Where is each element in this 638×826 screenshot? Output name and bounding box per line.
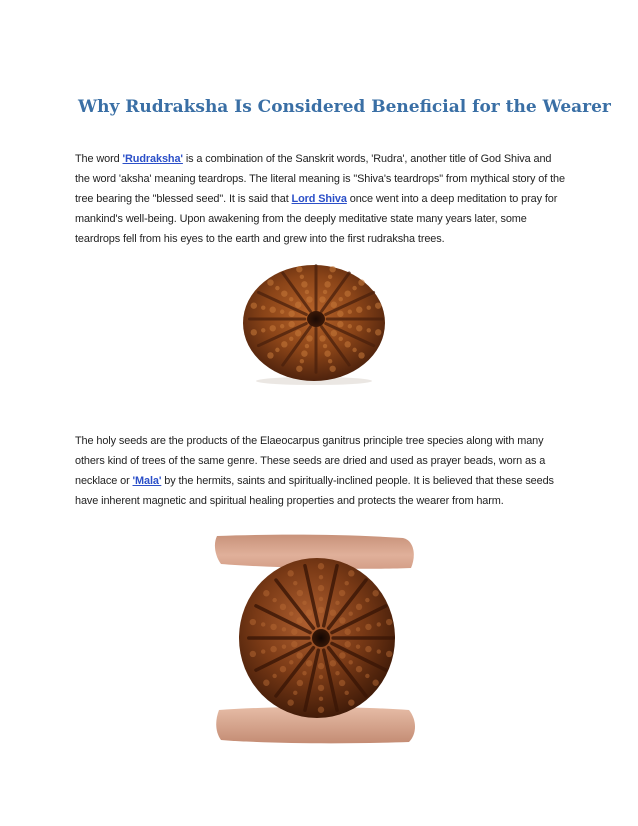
mala-link[interactable]: 'Mala': [132, 475, 162, 487]
rudraksha-held-illustration: [213, 534, 418, 744]
paragraph-text: once went into a deep meditation to pray for mankind's well-being. Upon awakening from the deeply meditative state many years later, some teardrops fell from his eyes to the earth and grew into the first rudraksha trees.: [75, 193, 558, 245]
paragraph-holy-seeds: [75, 431, 567, 511]
page-title: Why Rudraksha Is Considered Beneficial for the Wearer: [78, 97, 611, 117]
paragraph-text: is a combination of the Sanskrit words, 'Rudra', another title of God Shiva and the word 'aksha' meaning teardrops. The literal meaning is "Shiva's teardrops" from mythical story of the tree bearing the "blessed seed". It is said that: [75, 153, 565, 205]
rudraksha-link[interactable]: 'Rudraksha': [122, 153, 183, 165]
rudraksha-held-image: [213, 534, 418, 744]
paragraph-text: The holy seeds are the products of the Elaeocarpus ganitrus principle tree species along with many others kind of trees of the same genre. These seeds are dried and used as prayer beads, worn as a necklace or: [75, 435, 546, 487]
rudraksha-bead-illustration: [240, 263, 388, 385]
paragraph-rudraksha-meaning: [75, 149, 567, 249]
lord-shiva-link[interactable]: Lord Shiva: [291, 193, 347, 205]
paragraph-text: The word: [75, 153, 123, 165]
rudraksha-bead-image: [240, 263, 388, 385]
paragraph-text: by the hermits, saints and spiritually-inclined people. It is believed that these seeds have inherent magnetic and spiritual healing properties and protects the wearer from harm.: [75, 475, 554, 507]
